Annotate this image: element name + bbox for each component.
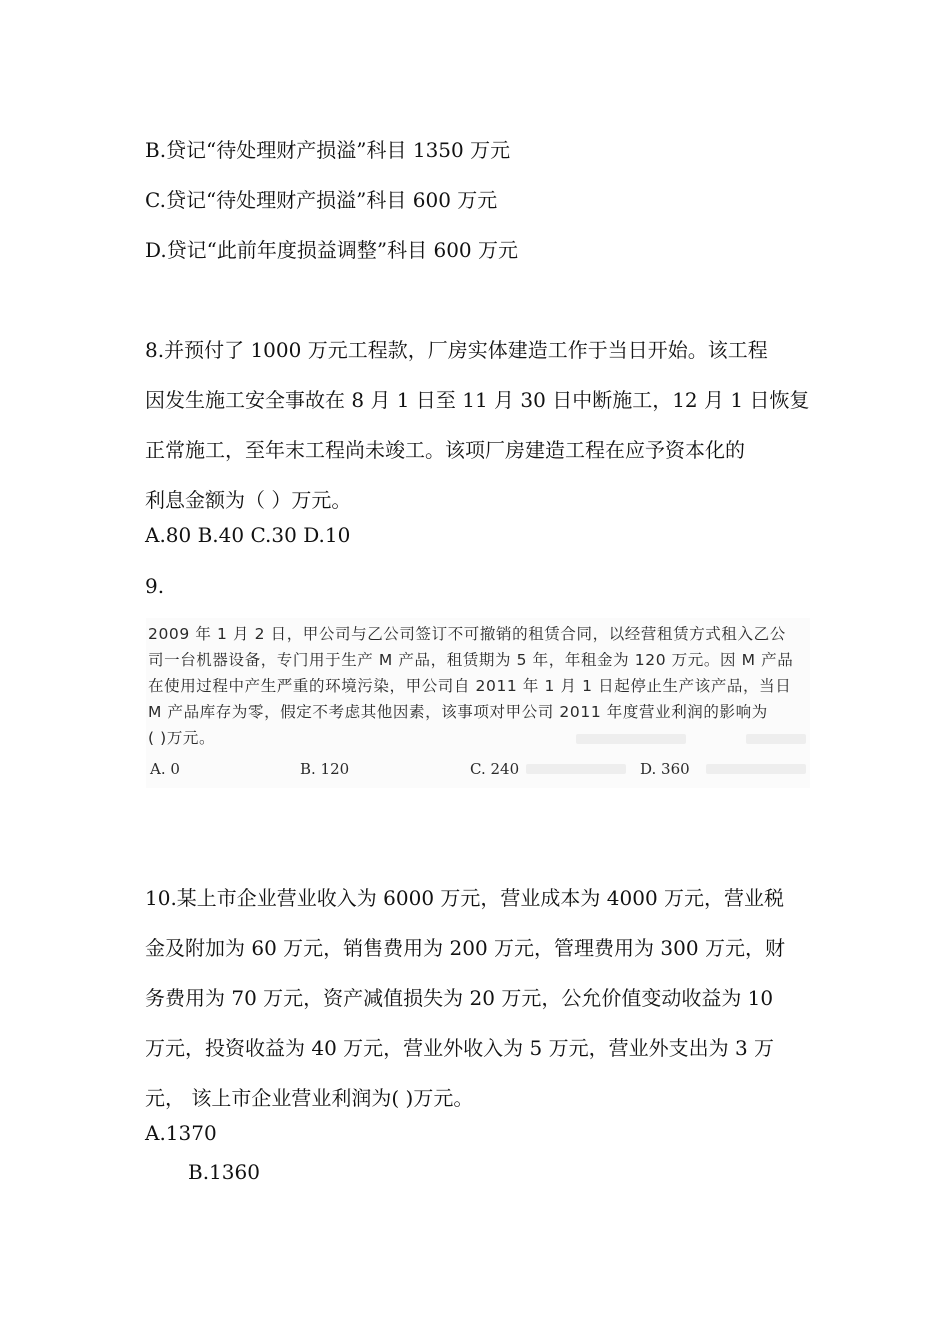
q7-option-b: B.贷记“待处理财产损溢”科目 1350 万元 — [145, 138, 511, 162]
q9-scan-line-4: M 产品库存为零，假定不考虑其他因素，该事项对甲公司 2011 年度营业利润的影响为 — [148, 703, 768, 721]
q8-options: A.80 B.40 C.30 D.10 — [145, 523, 351, 547]
q9-option-b: B. 120 — [300, 760, 350, 778]
scan-bleed-mark — [576, 734, 686, 744]
q10-line-3: 务费用为 70 万元，资产减值损失为 20 万元，公允价值变动收益为 10 — [145, 986, 774, 1010]
q10-line-2: 金及附加为 60 万元，销售费用为 200 万元，管理费用为 300 万元，财 — [145, 936, 785, 960]
q9-scan-line-5: ( )万元。 — [148, 729, 216, 747]
scan-bleed-mark — [526, 764, 626, 774]
q8-line-3: 正常施工，至年末工程尚未竣工。该项厂房建造工程在应予资本化的 — [145, 438, 745, 462]
q10-line-1: 10.某上市企业营业收入为 6000 万元，营业成本为 4000 万元，营业税 — [145, 886, 785, 910]
q7-option-d: D.贷记“此前年度损益调整”科目 600 万元 — [145, 238, 519, 262]
q8-line-4: 利息金额为（ ）万元。 — [145, 488, 352, 512]
q10-line-5: 元， 该上市企业营业利润为( )万元。 — [145, 1086, 474, 1110]
q9-number: 9. — [145, 574, 165, 598]
q9-scan-line-1: 2009 年 1 月 2 日，甲公司与乙公司签订不可撤销的租赁合同，以经营租赁方式租入乙公 — [148, 625, 786, 643]
q9-scan-line-2: 司一台机器设备，专门用于生产 M 产品，租赁期为 5 年，年租金为 120 万元。因 M 产品 — [148, 651, 794, 669]
q8-line-2: 因发生施工安全事故在 8 月 1 日至 11 月 30 日中断施工，12 月 1 日恢复 — [145, 388, 810, 412]
q9-option-c: C. 240 — [470, 760, 520, 778]
q10-option-a: A.1370 — [145, 1121, 217, 1145]
q9-scanned-image — [146, 618, 810, 788]
q10-line-4: 万元，投资收益为 40 万元，营业外收入为 5 万元，营业外支出为 3 万 — [145, 1036, 775, 1060]
q9-scan-line-3: 在使用过程中产生严重的环境污染，甲公司自 2011 年 1 月 1 日起停止生产该产品，当日 — [148, 677, 792, 695]
q8-line-1: 8.并预付了 1000 万元工程款，厂房实体建造工作于当日开始。该工程 — [145, 338, 768, 362]
scan-bleed-mark — [706, 764, 806, 774]
q10-option-b: B.1360 — [188, 1160, 260, 1184]
q9-option-a: A. 0 — [150, 760, 180, 778]
q7-option-c: C.贷记“待处理财产损溢”科目 600 万元 — [145, 188, 498, 212]
scan-bleed-mark — [746, 734, 806, 744]
q9-option-d: D. 360 — [640, 760, 690, 778]
